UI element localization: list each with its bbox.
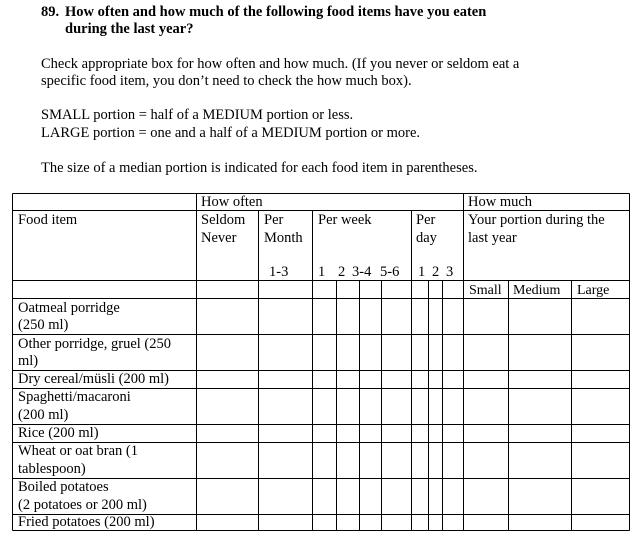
food-item-bran-portion: tablespoon) bbox=[18, 461, 86, 477]
large-portion-definition: LARGE portion = one and a half of a MEDIUM portion or more. bbox=[41, 125, 421, 141]
your-portion-header-2: last year bbox=[468, 230, 517, 246]
food-item-spaghetti-portion: (200 ml) bbox=[18, 407, 69, 423]
portion-large-label: Large bbox=[577, 283, 610, 298]
day-col-1: 1 bbox=[418, 264, 426, 280]
day-col-3: 3 bbox=[446, 264, 454, 280]
month-range-label: 1-3 bbox=[269, 264, 289, 280]
day-col-2: 2 bbox=[432, 264, 440, 280]
portion-small-label: Small bbox=[469, 283, 502, 298]
per-month-header-2: Month bbox=[264, 230, 303, 246]
instruction-line2: specific food item, you don’t need to check the how much box). bbox=[41, 73, 412, 89]
food-item-oatmeal: Oatmeal porridge bbox=[18, 300, 120, 316]
food-item-other-porridge-portion: ml) bbox=[18, 353, 39, 369]
question-text-line2: during the last year? bbox=[65, 21, 194, 37]
how-often-header: How often bbox=[201, 194, 263, 210]
how-much-header: How much bbox=[468, 194, 533, 210]
food-item-rice: Rice (200 ml) bbox=[18, 425, 99, 441]
question-text-line1: How often and how much of the following food items have you eaten bbox=[65, 4, 487, 20]
never-header: Never bbox=[201, 230, 237, 246]
portion-medium-label: Medium bbox=[513, 283, 561, 298]
food-item-header: Food item bbox=[18, 212, 78, 228]
per-day-header-2: day bbox=[416, 230, 437, 246]
question-number: 89. bbox=[41, 4, 60, 20]
seldom-header: Seldom bbox=[201, 212, 246, 228]
food-item-spaghetti: Spaghetti/macaroni bbox=[18, 389, 131, 405]
food-item-boiled-potatoes: Boiled potatoes bbox=[18, 479, 109, 495]
food-item-fried-potatoes: Fried potatoes (200 ml) bbox=[18, 514, 155, 530]
your-portion-header: Your portion during the bbox=[468, 212, 605, 228]
food-item-other-porridge: Other porridge, gruel (250 bbox=[18, 336, 172, 352]
week-col-5-6: 5-6 bbox=[380, 264, 400, 280]
food-item-bran: Wheat or oat bran (1 bbox=[18, 443, 138, 459]
week-col-3-4: 3-4 bbox=[352, 264, 372, 280]
food-item-boiled-potatoes-portion: (2 potatoes or 200 ml) bbox=[18, 497, 147, 513]
instruction-line1: Check appropriate box for how often and how much. (If you never or seldom eat a bbox=[41, 56, 520, 72]
per-week-header: Per week bbox=[318, 212, 372, 228]
small-portion-definition: SMALL portion = half of a MEDIUM portion or less. bbox=[41, 107, 354, 123]
food-item-oatmeal-portion: (250 ml) bbox=[18, 317, 69, 333]
per-day-header: Per bbox=[416, 212, 436, 228]
week-col-2: 2 bbox=[338, 264, 346, 280]
food-item-dry-cereal: Dry cereal/müsli (200 ml) bbox=[18, 371, 169, 387]
week-col-1: 1 bbox=[318, 264, 326, 280]
per-month-header: Per bbox=[264, 212, 284, 228]
median-portion-note: The size of a median portion is indicated for each food item in parentheses. bbox=[41, 160, 478, 176]
